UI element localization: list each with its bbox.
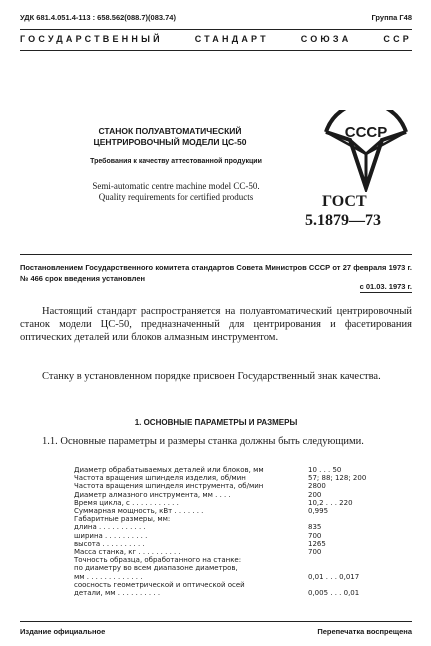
spec-label: Суммарная мощность, кВт . . . . . . . [74, 507, 204, 515]
spec-value: 0,005 . . . 0,01 [308, 589, 360, 597]
spec-label: по диаметру во всем диапазоне диаметров, [74, 564, 238, 573]
spec-value: 700 [308, 548, 322, 556]
spec-value: 0,995 [308, 507, 329, 515]
english-title-line-1: Semi-automatic centre machine model CC-50. [92, 181, 260, 191]
document-title [60, 126, 280, 148]
paragraph-quality-mark: Станку в установленном порядке присвоен Государственный знак качества. [42, 371, 381, 382]
requirements-subtitle: Требования к качеству аттестованной продукции [90, 158, 262, 165]
spec-label: Диаметр алмазного инструмента, мм . . . . [74, 490, 231, 499]
spec-value: 200 [308, 490, 322, 499]
spec-value: 835 [308, 523, 322, 532]
emblem-text: СССР [344, 124, 388, 141]
spec-label: Время цикла, с . . . . . . . . . . . [74, 498, 179, 507]
spec-label: Частота вращения шпинделя изделия, об/мин [74, 474, 246, 483]
state-standard-banner: ГОСУДАРСТВЕННЫЙ СТАНДАРТ СОЮЗА ССР [20, 34, 412, 44]
spec-value: 2800 [308, 482, 326, 491]
spec-value: 0,01 . . . 0,017 [308, 572, 360, 581]
group-code: Группа Г48 [371, 13, 412, 22]
section-heading: 1. ОСНОВНЫЕ ПАРАМЕТРЫ И РАЗМЕРЫ [134, 418, 298, 427]
spec-label: Точность образца, обработанного на станке: [74, 556, 242, 565]
spec-label: ширина . . . . . . . . . . [74, 531, 148, 540]
footer-official: Издание официальное [20, 627, 106, 636]
spec-value: 10 . . . 50 [308, 466, 342, 474]
english-title-line-2: Quality requirements for certified products [98, 192, 254, 202]
english-title [60, 181, 292, 203]
banner-rule [20, 50, 412, 51]
spec-label: высота . . . . . . . . . . [74, 539, 145, 548]
spec-label: Габаритные размеры, мм: [74, 515, 171, 524]
footer-rule [20, 621, 412, 622]
decree-rule [20, 254, 412, 255]
effective-date: с 01.03. 1973 г. [359, 282, 412, 291]
gost-label: ГОСТ [322, 193, 367, 210]
spec-label: соосность геометрической и оптической осей [74, 580, 245, 589]
spec-value: 1265 [308, 539, 326, 548]
footer-reprint: Перепечатка воспрещена [317, 627, 412, 636]
gost-number: 5.1879—73 [305, 212, 381, 229]
spec-label: длина . . . . . . . . . . . [74, 523, 146, 532]
spec-label: детали, мм . . . . . . . . . . [74, 589, 161, 597]
spec-label: Частота вращения шпинделя инструмента, об/мин [74, 482, 264, 491]
spec-value: 57; 88; 128; 200 [308, 474, 367, 483]
paragraph-scope: Настоящий стандарт распространяется на полуавтоматический центрировочный станок модели ЦС-50, предназначенный для центрирования и фасетирования оптических деталей или блоков алмазным инструментом. [20, 306, 412, 343]
spec-value: 10,2 . . . 220 [308, 498, 353, 507]
decree-text: Постановлением Государственного комитета стандартов Совета Министров СССР от 27 февраля 1973 г. № 466 срок введения установлен [20, 263, 412, 283]
title-line-2: ЦЕНТРИРОВОЧНЫЙ МОДЕЛИ ЦС-50 [93, 137, 247, 147]
spec-value: 700 [308, 531, 322, 540]
spec-label: мм . . . . . . . . . . . . . [74, 572, 143, 581]
title-line-1: СТАНОК ПОЛУАВТОМАТИЧЕСКИЙ [98, 126, 242, 136]
spec-label: Диаметр обрабатываемых деталей или блоков, мм [74, 466, 264, 474]
udk-code: УДК 681.4.051.4-113 : 658.562(088.7)(083.74) [20, 13, 176, 22]
quality-mark-icon [320, 110, 412, 192]
spec-label: Масса станка, кг . . . . . . . . . . [74, 548, 181, 556]
paragraph-1-1: 1.1. Основные параметры и размеры станка должны быть следующими. [42, 436, 364, 447]
top-rule [20, 29, 412, 30]
